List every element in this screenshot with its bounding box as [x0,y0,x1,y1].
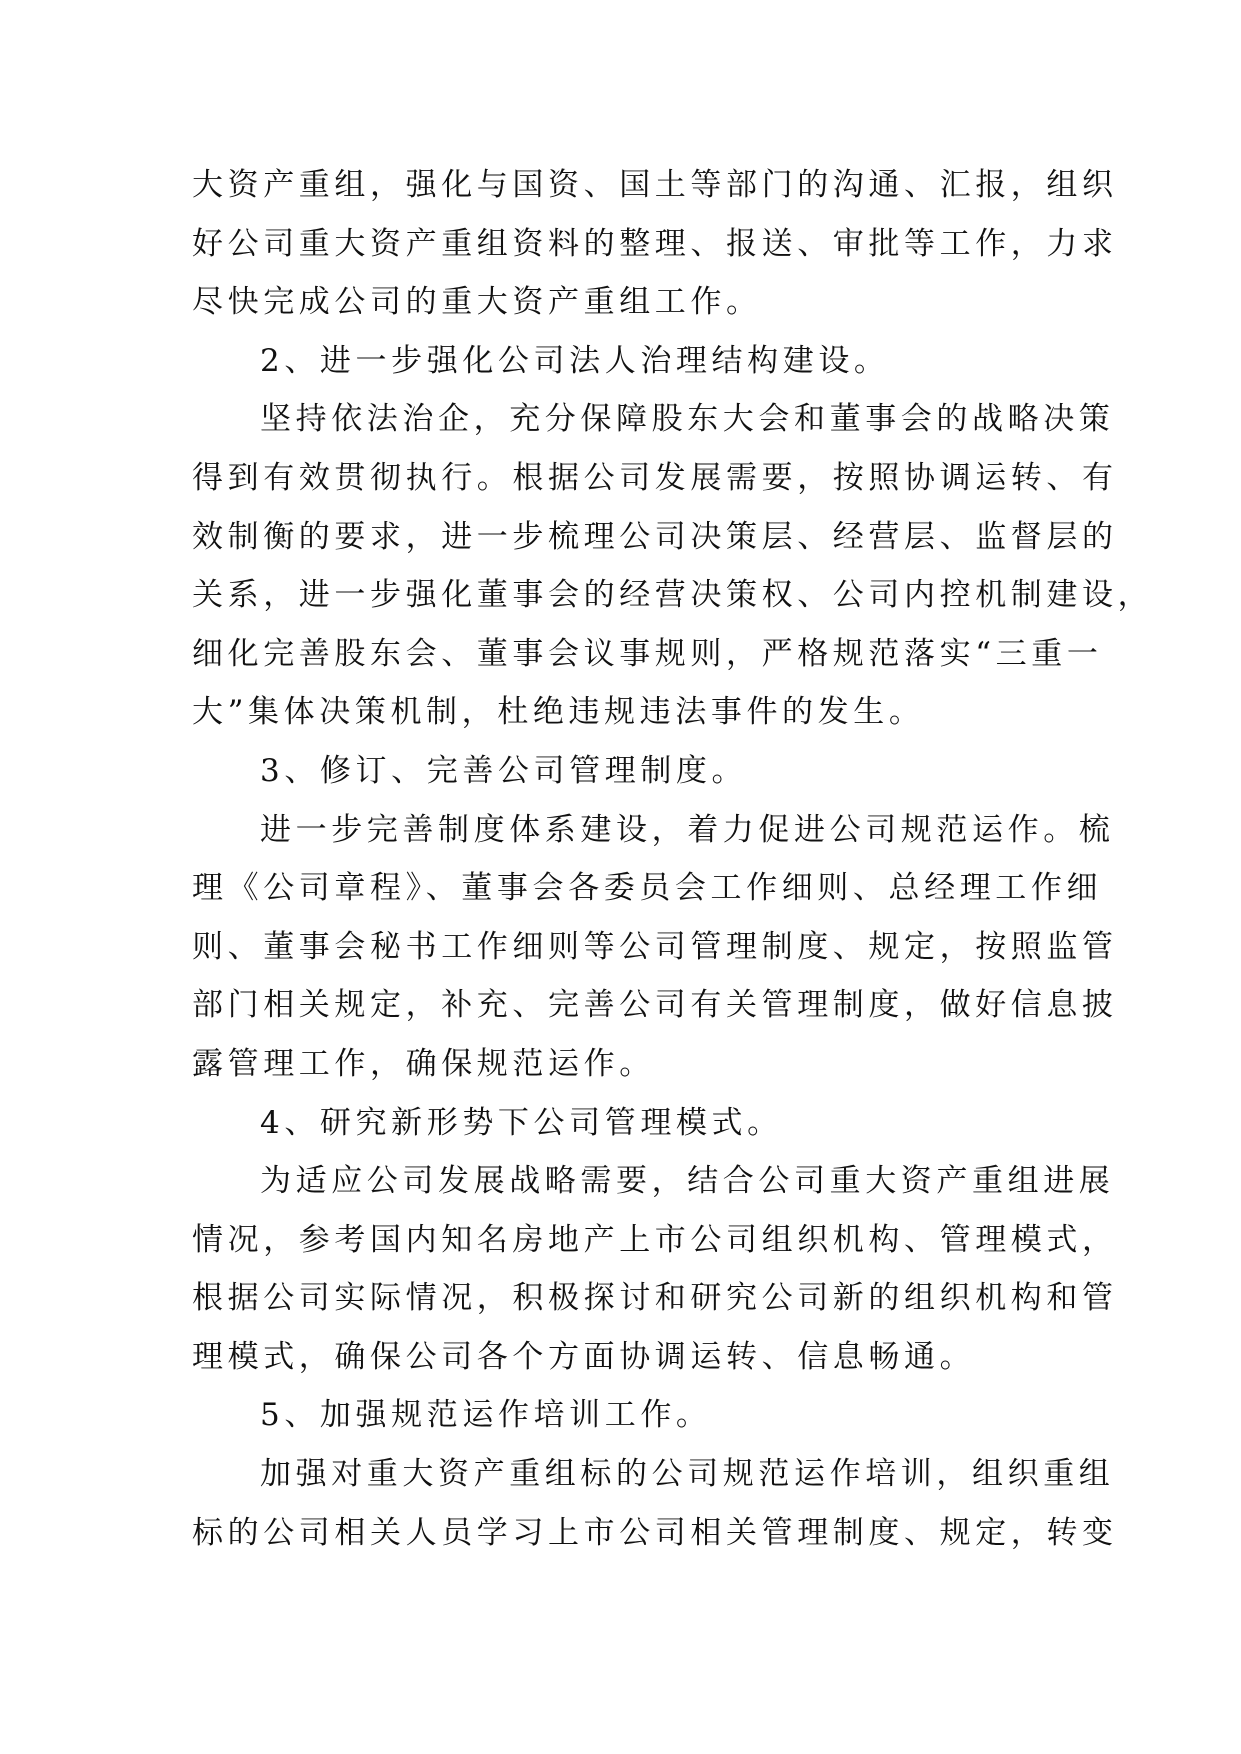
text-line: 部门相关规定，补充、完善公司有关管理制度，做好信息披 [192,987,1118,1024]
text-line: 露管理工作，确保规范运作。 [192,1045,655,1082]
section-heading: 4、研究新形势下公司管理模式。 [260,1104,783,1141]
text-line: 则、董事会秘书工作细则等公司管理制度、规定，按照监管 [192,928,1118,965]
text-line: 得到有效贯彻执行。根据公司发展需要，按照协调运转、有 [192,459,1118,496]
text-line: 好公司重大资产重组资料的整理、报送、审批等工作，力求 [192,225,1118,262]
text-line: 尽快完成公司的重大资产重组工作。 [192,284,762,321]
section-heading: 2、进一步强化公司法人治理结构建设。 [260,342,890,379]
text-line: 情况，参考国内知名房地产上市公司组织机构、管理模式， [192,1221,1118,1258]
text-line: 效制衡的要求，进一步梳理公司决策层、经营层、监督层的 [192,518,1118,555]
text-line: 细化完善股东会、董事会议事规则，严格规范落实“三重一 [192,635,1103,672]
document-body [192,156,1154,1562]
paragraph-first-line: 加强对重大资产重组标的公司规范运作培训，组织重组 [260,1456,1115,1493]
text-line: 大资产重组，强化与国资、国土等部门的沟通、汇报，组织 [192,167,1118,203]
text-line: 理模式，确保公司各个方面协调运转、信息畅通。 [192,1338,976,1375]
paragraph-first-line: 进一步完善制度体系建设，着力促进公司规范运作。梳 [260,811,1115,848]
text-line: 根据公司实际情况，积极探讨和研究公司新的组织机构和管 [192,1280,1118,1317]
text-line: 标的公司相关人员学习上市公司相关管理制度、规定，转变 [192,1514,1118,1551]
text-line: 理《公司章程》、董事会各委员会工作细则、总经理工作细 [192,870,1103,907]
text-line: 关系，进一步强化董事会的经营决策权、公司内控机制建设， [192,577,1154,614]
section-heading: 3、修订、完善公司管理制度。 [260,752,748,789]
paragraph-first-line: 坚持依法治企，充分保障股东大会和董事会的战略决策 [260,401,1115,438]
paragraph-first-line: 为适应公司发展战略需要，结合公司重大资产重组进展 [260,1163,1115,1200]
section-heading: 5、加强规范运作培训工作。 [260,1397,712,1434]
text-line: 大”集体决策机制，杜绝违规违法事件的发生。 [192,694,925,731]
